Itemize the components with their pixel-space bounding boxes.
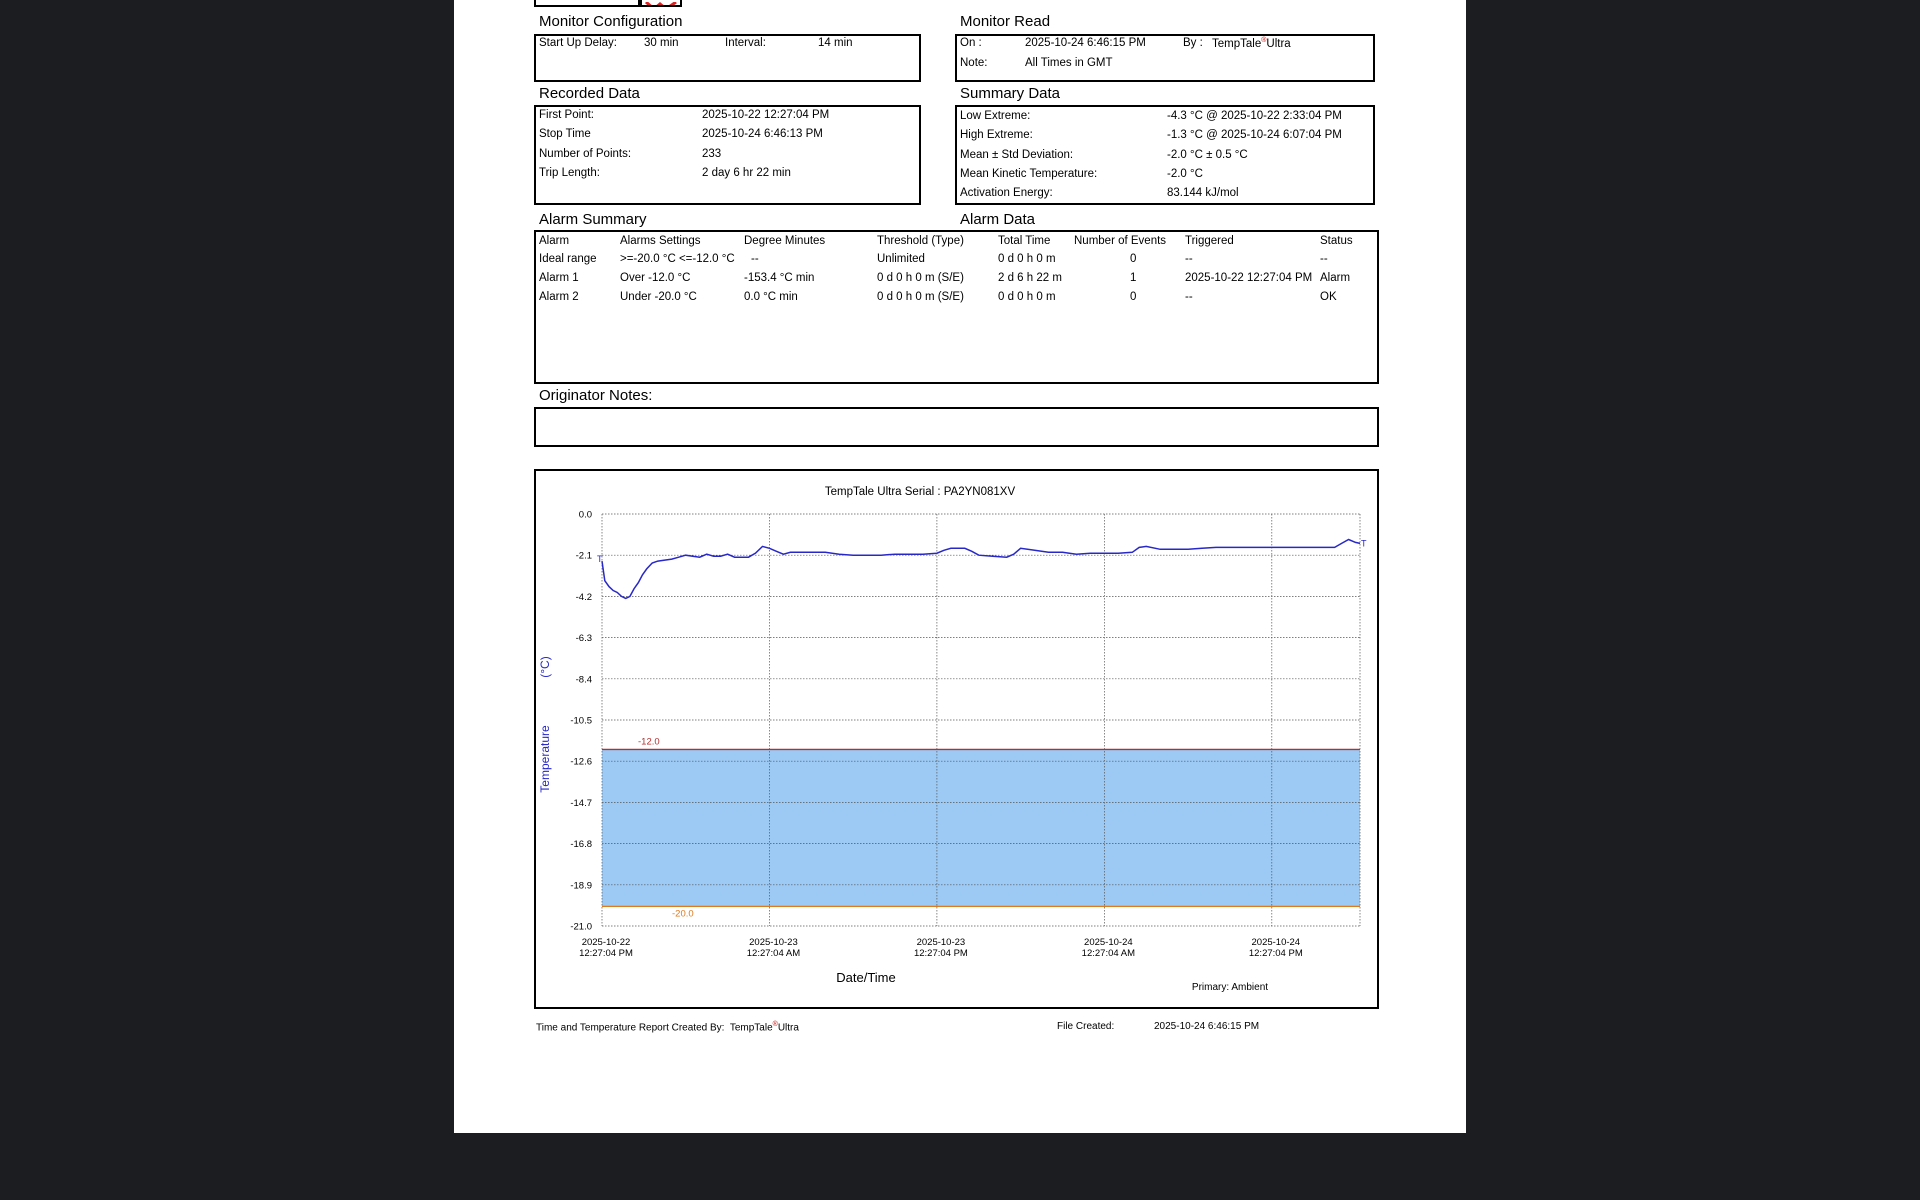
low-extreme-value: -4.3 °C @ 2025-10-22 2:33:04 PM [1167,110,1342,122]
interval-value: 14 min [818,37,853,49]
alarm-cell: -- [1185,291,1193,303]
alarm-cell: 0 [1130,253,1137,265]
alarm-table [534,230,1379,384]
y-tick-label: -18.9 [570,880,592,892]
chart-title: TempTale Ultra Serial : PA2YN081XV [824,486,1016,498]
alarm-cell: 1 [1130,272,1137,284]
alarm-summary-title: Alarm Summary [539,211,647,228]
y-tick-label: -4.2 [575,591,592,603]
alarm-col-header: Status [1320,235,1353,247]
x-tick-date: 2025-10-23 [749,937,798,948]
footer-file-created-label: File Created: [1057,1021,1115,1032]
alarm-cell: -- [751,253,759,265]
monitor-config-box [534,34,921,82]
alarm-cell: 0 [1130,291,1137,303]
alarm-data-title: Alarm Data [960,211,1036,228]
mean-std-value: -2.0 °C ± 0.5 °C [1167,149,1248,161]
alarm-col-header: Threshold (Type) [877,235,964,247]
read-on-label: On : [960,37,982,49]
alarm-cell: Over -12.0 °C [620,272,691,284]
first-point-value: 2025-10-22 12:27:04 PM [702,109,830,121]
activation-energy-label: Activation Energy: [960,187,1053,199]
footer-created-by: Time and Temperature Report Created By: TempTale®Ultra [536,1021,799,1034]
read-by-label: By : [1183,37,1203,49]
monitor-config-title: Monitor Configuration [539,13,683,30]
read-on-value: 2025-10-24 6:46:15 PM [1025,37,1146,49]
alarm-col-header: Triggered [1185,235,1234,247]
x-tick-time: 12:27:04 AM [746,948,801,959]
trip-length-value: 2 day 6 hr 22 min [702,167,791,179]
alarm-cell: -- [1320,253,1328,265]
monitor-read-box [955,34,1375,82]
x-tick-date: 2025-10-23 [916,937,966,948]
read-by-value: TempTale®Ultra [1212,37,1291,50]
logo-icon [640,0,682,7]
y-axis-label: Temperature [538,725,552,793]
alarm-cell: 2025-10-22 12:27:04 PM [1185,272,1313,284]
high-extreme-value: -1.3 °C @ 2025-10-24 6:07:04 PM [1167,129,1342,141]
high-extreme-label: High Extreme: [960,129,1033,141]
alarm-cell: Under -20.0 °C [620,291,697,303]
summary-data-box [955,105,1375,205]
x-tick-date: 2025-10-22 [581,937,631,948]
y-tick-label: -8.4 [575,674,592,686]
y-axis-unit: (°C) [538,656,552,678]
note-value: All Times in GMT [1025,57,1113,69]
activation-energy-value: 83.144 kJ/mol [1167,187,1239,199]
recorded-data-box [534,105,921,205]
header-box-remnant [534,0,640,7]
stop-time-label: Stop Time [539,128,591,140]
mkt-label: Mean Kinetic Temperature: [960,168,1098,180]
alarm-cell: 0 d 0 h 0 m (S/E) [877,272,964,284]
temperature-series-line [602,540,1360,599]
alarm-cell: OK [1320,291,1337,303]
alarm-col-header: Number of Events [1074,235,1167,247]
recorded-data-title: Recorded Data [539,85,640,102]
summary-data-title: Summary Data [960,85,1061,102]
alarm-col-header: Alarms Settings [620,235,701,247]
y-tick-label: 0.0 [578,509,592,521]
low-extreme-label: Low Extreme: [960,110,1031,122]
legend-primary: Primary: Ambient [1191,982,1269,993]
alarm-col-header: Total Time [998,235,1051,247]
num-points-value: 233 [702,148,722,160]
x-axis-label: Date/Time [836,970,896,985]
x-tick-time: 12:27:04 PM [1248,948,1303,959]
alarm-cell: 0 d 0 h 0 m [998,291,1056,303]
y-tick-label: -16.8 [570,839,592,851]
startup-delay-label: Start Up Delay: [539,37,617,49]
monitor-read-title: Monitor Read [960,13,1051,30]
x-tick-date: 2025-10-24 [1251,937,1301,948]
alarm-cell: 0 d 0 h 0 m [998,253,1056,265]
end-marker: T [1361,538,1367,549]
alarm-cell: 0.0 °C min [744,291,798,303]
x-tick-time: 12:27:04 AM [1081,948,1136,959]
mkt-value: -2.0 °C [1167,168,1203,180]
y-tick-label: -12.6 [570,756,592,768]
note-label: Note: [960,57,988,69]
alarm-cell: Alarm [1320,272,1351,284]
alarm-cell: -153.4 °C min [744,272,815,284]
y-tick-label: -14.7 [570,797,592,809]
stop-time-value: 2025-10-24 6:46:13 PM [702,128,823,140]
footer-file-created-value: 2025-10-24 6:46:15 PM [1154,1021,1260,1032]
report-page [454,0,1466,1133]
alarm-cell: -- [1185,253,1193,265]
x-tick-date: 2025-10-24 [1084,937,1133,948]
alarm-col-header: Alarm [539,235,570,247]
upper-limit-label: -12.0 [638,736,660,748]
alarm-cell: Ideal range [539,253,597,265]
num-points-label: Number of Points: [539,148,632,160]
y-tick-label: -21.0 [570,921,592,933]
originator-notes-box[interactable] [534,407,1379,447]
originator-notes-title: Originator Notes: [539,387,653,404]
alarm-cell: Alarm 2 [539,291,579,303]
x-tick-time: 12:27:04 PM [913,948,968,959]
y-tick-label: -10.5 [570,715,592,727]
start-marker: T [597,554,603,565]
alarm-cell: 2 d 6 h 22 m [998,272,1062,284]
mean-std-label: Mean ± Std Deviation: [960,149,1074,161]
ideal-range-band [602,749,1360,906]
interval-label: Interval: [725,37,766,49]
trip-length-label: Trip Length: [539,167,600,179]
y-tick-label: -6.3 [575,633,592,645]
alarm-cell: >=-20.0 °C <=-12.0 °C [620,253,735,265]
alarm-cell: Alarm 1 [539,272,579,284]
alarm-col-header: Degree Minutes [744,235,826,247]
x-tick-time: 12:27:04 PM [579,948,633,959]
temperature-chart [536,471,1377,1007]
lower-limit-label: -20.0 [672,908,694,920]
startup-delay-value: 30 min [644,37,679,49]
alarm-cell: 0 d 0 h 0 m (S/E) [877,291,964,303]
y-tick-label: -2.1 [575,550,592,562]
alarm-cell: Unlimited [877,253,925,265]
chart-frame [534,469,1379,1009]
first-point-label: First Point: [539,109,594,121]
